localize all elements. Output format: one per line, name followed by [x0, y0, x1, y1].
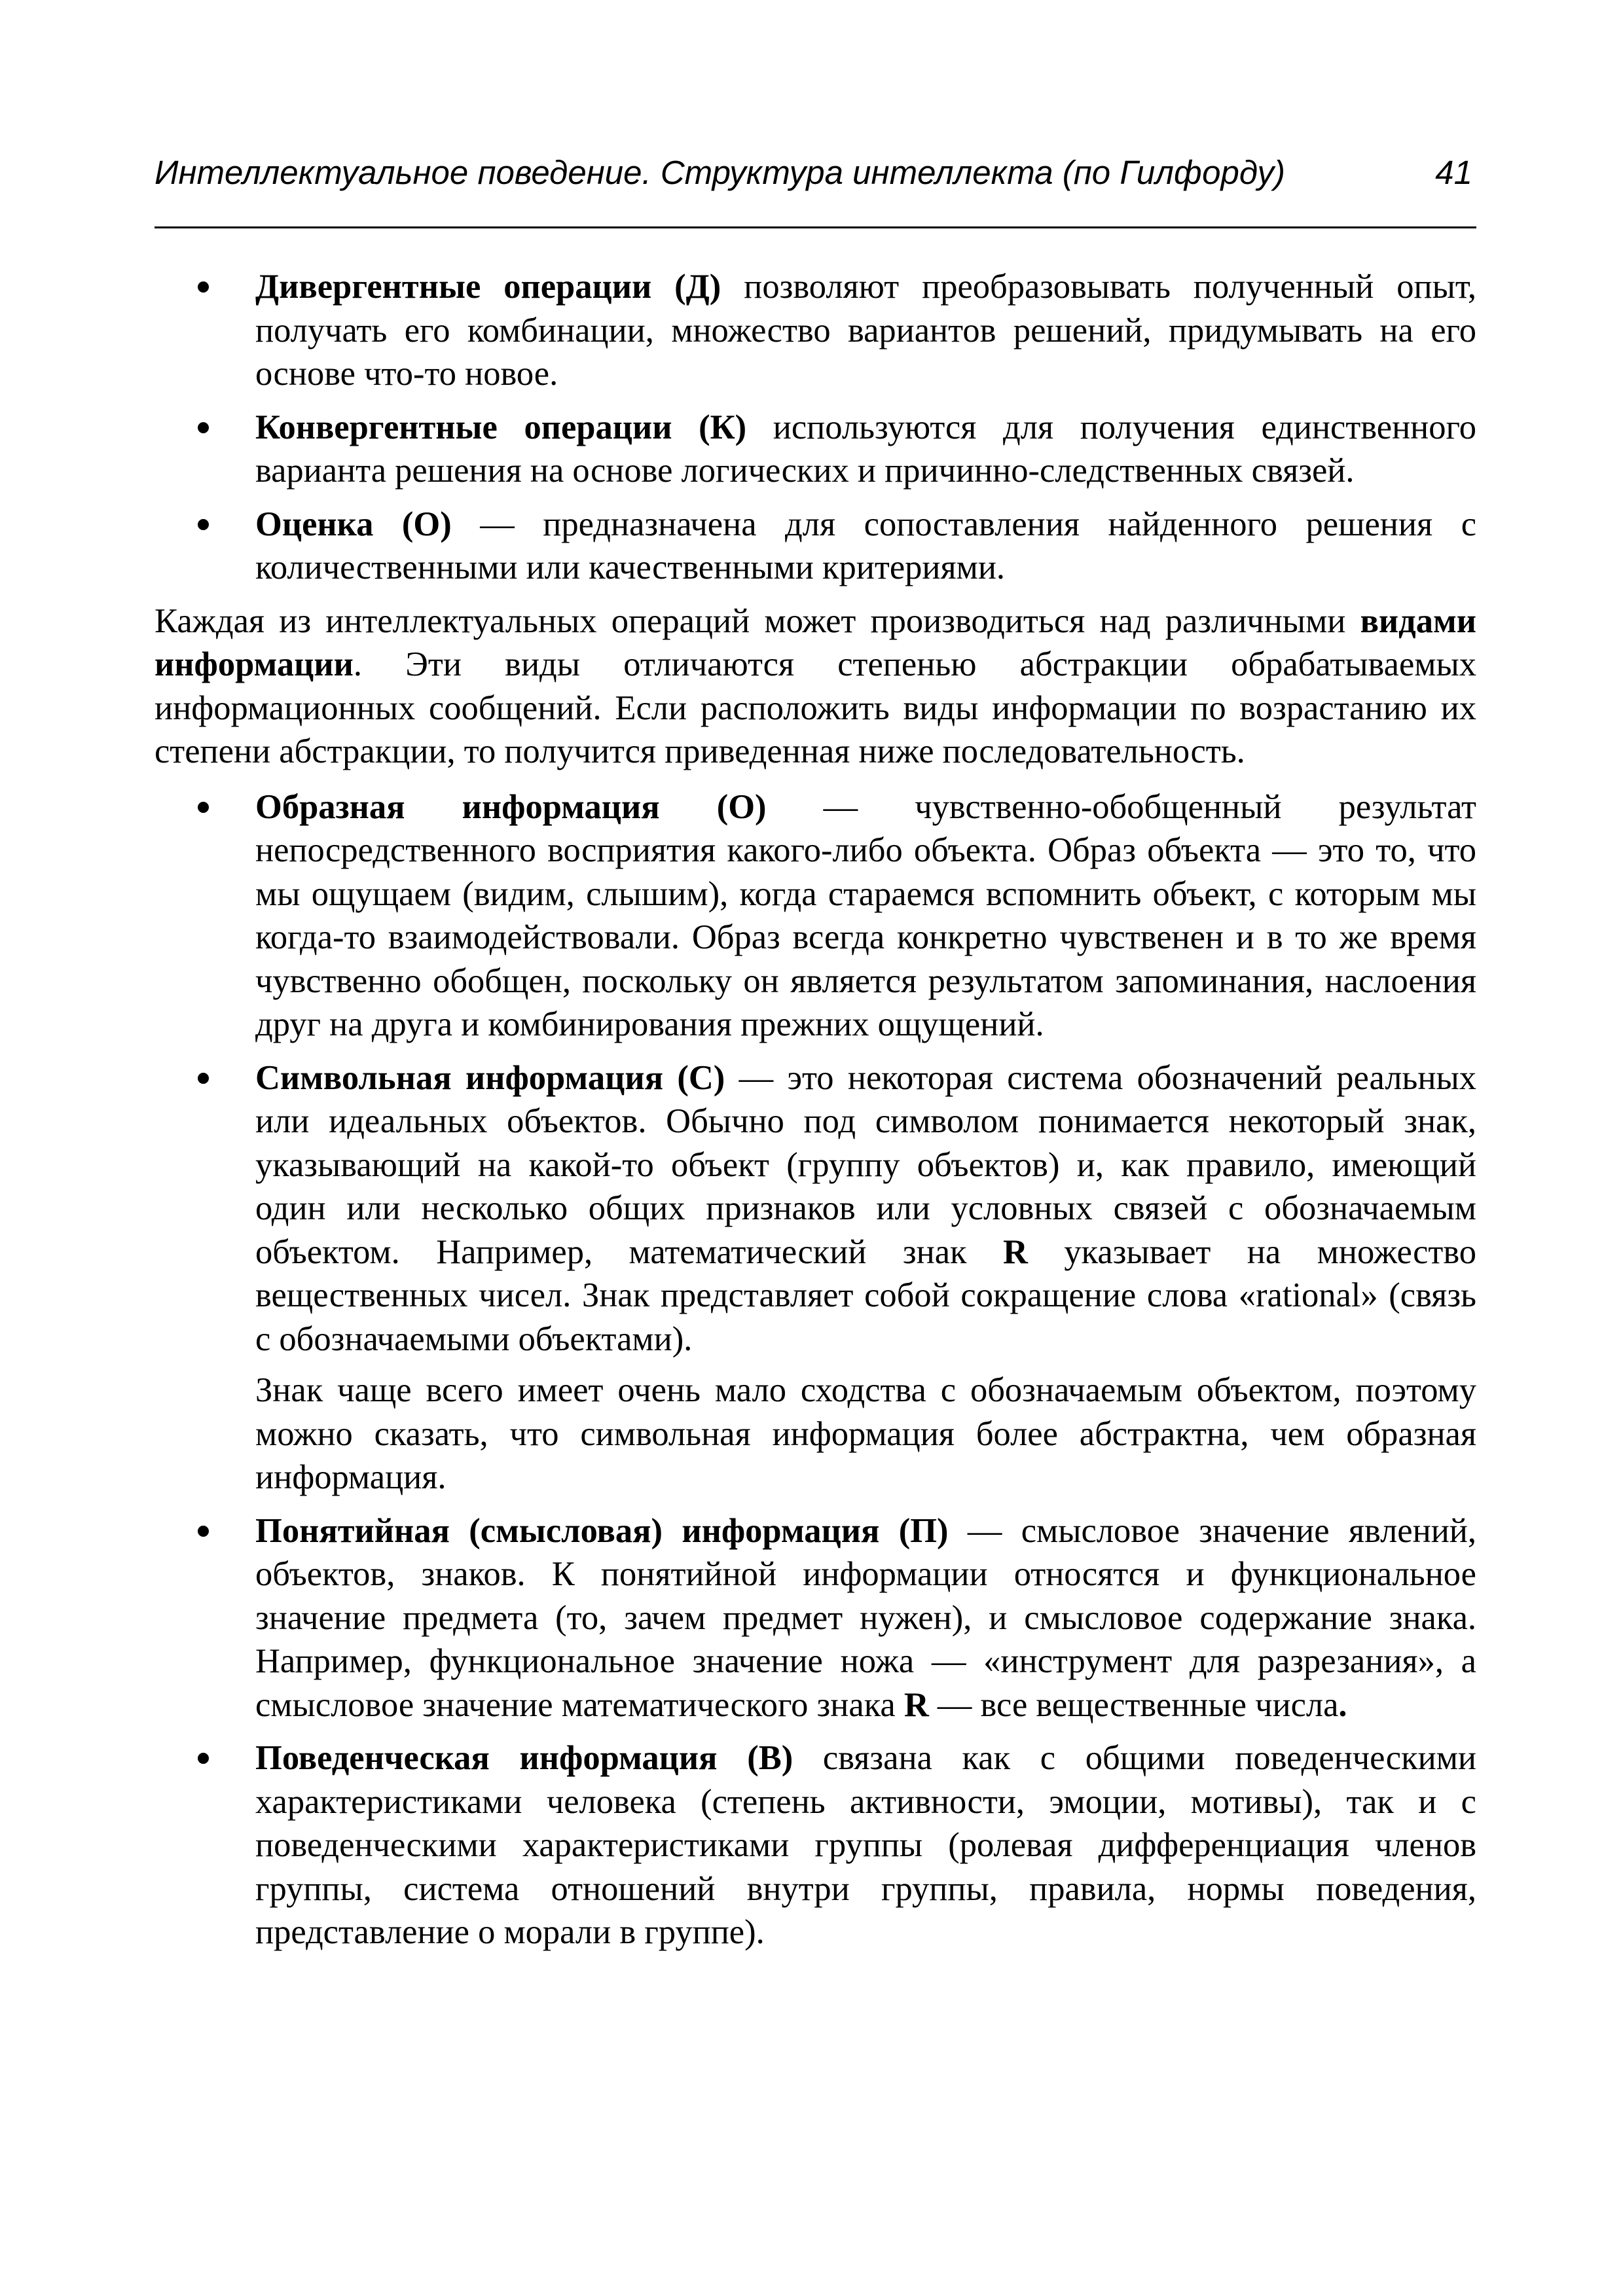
- page-content: [155, 265, 1476, 1964]
- term: Оценка (О): [255, 505, 452, 543]
- paragraph-term: видами информации: [155, 601, 1476, 683]
- page-number: 41: [1435, 154, 1472, 191]
- term: Образная информация (О): [255, 787, 767, 826]
- definition: — предназначена для сопоставления найденного решения с количественными или качественными критериями.: [255, 505, 1476, 586]
- paragraph-text: . Эти виды отличаются степенью абстракции обрабатываемых информационных сообщений. Если расположить виды информации по возрастанию их степени абстракции, то получится приведенная ниже последовательность.: [155, 645, 1476, 770]
- end-dot: .: [1338, 1685, 1347, 1724]
- definition: используются для получения единственного варианта решения на основе логических и причинно-следственных связей.: [255, 408, 1476, 490]
- body-paragraph: [155, 600, 1476, 774]
- operations-list: [155, 265, 1476, 590]
- term: Конвергентные операции (К): [255, 408, 747, 446]
- bullet-icon: [198, 519, 209, 530]
- definition: — чувственно-обобщенный результат непосредственного восприятия какого-либо объекта. Образ объекта — это то, что мы ощущаем (видим, слышим), когда стараемся вспомнить объект, с которым мы когда-то взаимодействовали. Образ всегда конкретно чувственен и в то же время чувственно обобщен, поскольку он является результатом запоминания, наслоения друг на друга и комбинирования прежних ощущений.: [255, 787, 1476, 1043]
- list-item: [155, 1509, 1476, 1727]
- math-symbol: R: [903, 1685, 929, 1724]
- paragraph-text: Каждая из интеллектуальных операций может производиться над различными: [155, 601, 1360, 640]
- list-item: [155, 265, 1476, 396]
- definition: позволяют преобразовывать полученный опыт, получать его комбинации, множество вариантов решений, придумывать на его основе что-то новое.: [255, 268, 1476, 393]
- list-item: [155, 503, 1476, 590]
- bullet-icon: [198, 1526, 209, 1537]
- definition: указывает на множество вещественных чисел. Знак представляет собой сокращение слова «rational» (связь с обозначаемыми объектами).: [255, 1232, 1476, 1358]
- term: Дивергентные операции (Д): [255, 268, 721, 306]
- bullet-icon: [198, 1753, 209, 1764]
- definition: связана как с общими поведенческими характеристиками человека (степень активности, эмоции, мотивы), так и с поведенческими характеристиками группы (ролевая дифференциация членов группы, система отношений внутри группы, правила, нормы поведения, представление о морали в группе).: [255, 1739, 1477, 1951]
- running-title: Интеллектуальное поведение. Структура интеллекта (по Гилфорду): [155, 154, 1285, 191]
- bullet-icon: [198, 802, 209, 813]
- page-header: [155, 148, 1476, 228]
- bullet-icon: [198, 1073, 209, 1084]
- bullet-icon: [198, 422, 209, 433]
- definition: — все вещественные числа: [928, 1685, 1339, 1724]
- list-item: [155, 785, 1476, 1047]
- list-item: [155, 406, 1476, 493]
- bullet-icon: [198, 281, 209, 293]
- definition: — смысловое значение явлений, объектов, знаков. К понятийной информации относятся и функциональное значение предмета (то, зачем предмет нужен), и смысловое содержание знака. Например, функциональное значение ножа — «инструмент для разрезания», а смысловое значение математического знака: [255, 1511, 1477, 1724]
- list-item: [155, 1736, 1476, 1954]
- term: Понятийная (смысловая) информация (П): [255, 1511, 949, 1550]
- term: Символьная информация (С): [255, 1058, 725, 1097]
- info-types-list: [155, 785, 1476, 1954]
- sub-paragraph: Знак чаще всего имеет очень мало сходства с обозначаемым объектом, поэтому можно сказать, что символьная информация более абстрактна, чем образная информация.: [255, 1371, 1476, 1496]
- definition: — это некоторая система обозначений реальных или идеальных объектов. Обычно под символом понимается некоторый знак, указывающий на какой-то объект (группу объектов) и, как правило, имеющий один или несколько общих признаков или условных связей с обозначаемым объектом. Например, математический знак: [255, 1058, 1476, 1271]
- math-symbol: R: [1003, 1232, 1028, 1271]
- list-item: [155, 1056, 1476, 1499]
- term: Поведенческая информация (В): [255, 1739, 793, 1777]
